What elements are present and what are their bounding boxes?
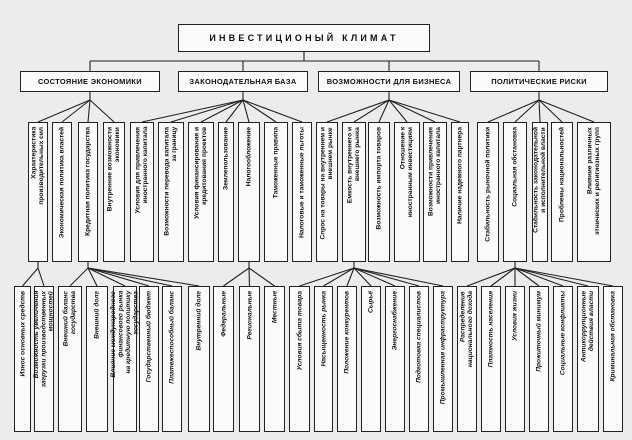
subfactor-box-14	[337, 286, 357, 432]
subfactor-box-20	[481, 286, 501, 432]
connector-line	[88, 100, 90, 122]
subfactor-box-23-label: Социальные конфликты	[559, 291, 567, 376]
factor-box-12-label: Спрос на товары на внутреннем и внешнем рынке	[319, 127, 334, 240]
subfactor-box-1-label: Износ основных средств	[18, 291, 26, 377]
subfactor-box-17	[409, 286, 429, 432]
subfactor-box-18	[433, 286, 453, 432]
factor-box-11-label: Налоговые и таможенные льготы	[298, 127, 306, 238]
subfactor-box-22-label: Прожиточный минимум	[535, 291, 543, 372]
factor-box-18-label: Стабильность рыночной политики	[484, 127, 492, 242]
factor-box-21-label: Проблемы национальностей	[558, 127, 566, 222]
factor-box-22-label: Влияние различных этнических и религиозных групп	[586, 127, 601, 236]
subfactor-box-8	[188, 286, 210, 432]
factor-box-17-label: Наличие надежного партнера	[456, 127, 464, 224]
factor-box-15	[394, 122, 420, 262]
subfactor-box-13-label: Насыщенность рынка	[319, 291, 327, 367]
factor-box-16-label: Возможности привлечения иностранного капитала	[427, 127, 442, 216]
connector-line	[488, 100, 539, 122]
connector-line	[90, 100, 114, 122]
subfactor-box-21	[505, 286, 525, 432]
subfactor-box-19-label: Распределение национального дохода	[459, 291, 474, 368]
factor-box-7	[188, 122, 214, 262]
factor-box-10	[264, 122, 288, 262]
connector-line	[515, 268, 563, 286]
factor-box-21	[551, 122, 573, 262]
subfactor-box-3	[58, 286, 82, 432]
subfactor-box-1	[14, 286, 31, 432]
subfactor-box-15-label: Сырьё	[367, 291, 375, 314]
connector-line	[23, 268, 39, 286]
factor-box-18	[477, 122, 499, 262]
connector-line	[539, 100, 540, 122]
factor-box-2-label: Экономическая политика властей	[58, 127, 66, 239]
subfactor-box-5-label: Влияние международного финансового рынка на кредитную политику государства	[110, 291, 140, 378]
subfactor-box-9	[213, 286, 234, 432]
factor-box-8-label: Землепользование	[222, 127, 230, 190]
subfactor-box-25	[603, 286, 623, 432]
connector-line	[38, 100, 90, 122]
factor-box-14	[368, 122, 390, 262]
connector-line	[38, 268, 44, 286]
connector-line	[389, 100, 460, 122]
subfactor-box-9-label: Федеральные	[219, 291, 227, 337]
subfactor-box-21-label: Условия жизни	[511, 291, 519, 341]
factor-box-4	[103, 122, 125, 262]
factor-box-19	[503, 122, 527, 262]
factor-box-17	[451, 122, 469, 262]
connector-line	[88, 268, 172, 286]
subfactor-box-16	[385, 286, 405, 432]
factor-box-14-label: Возможность импорта товаров	[375, 127, 383, 230]
factor-box-19-label: Социальная обстановка	[511, 127, 519, 207]
subfactor-box-8-label: Внутренний долг	[195, 291, 203, 351]
connector-line	[467, 268, 515, 286]
connector-line	[243, 100, 302, 122]
factor-box-2	[52, 122, 72, 262]
factor-box-12	[316, 122, 338, 262]
subfactor-box-19	[457, 286, 477, 432]
subfactor-box-2	[34, 286, 54, 432]
connector-line	[142, 100, 243, 122]
factor-box-6	[158, 122, 184, 262]
subfactor-box-10	[239, 286, 260, 432]
subfactor-box-20-label: Платность населения	[487, 291, 495, 368]
factor-box-3	[78, 122, 98, 262]
factor-box-5-label: Условия для привлечения иностранного капитала	[134, 127, 149, 214]
connector-line	[539, 100, 594, 122]
factor-box-20-label: Стабильность законодательной и исполнительной власти	[532, 127, 547, 233]
factor-box-4-label: Внутренние возможности экономики	[106, 127, 121, 212]
connector-line	[224, 268, 250, 286]
factor-box-6-label: Возможности перевода капитала за границу	[163, 127, 178, 236]
subfactor-box-4-label: Внешний долг	[93, 291, 101, 339]
connector-line	[62, 100, 90, 122]
subfactor-box-11	[264, 286, 285, 432]
subfactor-box-17-label: Подготовка специалистов	[415, 291, 423, 383]
connector-line	[88, 268, 199, 286]
subfactor-box-5	[110, 286, 140, 432]
subfactor-box-16-label: Энергоснабжение	[391, 291, 399, 351]
factor-box-9-label: Налогообложение	[245, 127, 253, 187]
subfactor-box-7-label: Платежеспособный баланс	[168, 291, 176, 384]
factor-box-7-label: Условия финансирования и кредитования проектов	[193, 127, 208, 219]
factor-box-16	[423, 122, 447, 262]
subfactor-box-24	[577, 286, 599, 432]
connector-line	[515, 268, 588, 286]
subfactor-box-24-label: Антикоррупционные действия власти	[580, 291, 595, 363]
connector-line	[327, 100, 389, 122]
category-box-2: ЗАКОНОДАТЕЛЬНАЯ БАЗА	[178, 71, 308, 92]
factor-box-20	[532, 122, 548, 262]
connector-line	[354, 268, 419, 286]
connector-line	[300, 268, 355, 286]
diagram-title: ИНВЕСТИЦИОНЫЙ КЛИМАТ	[178, 24, 430, 52]
subfactor-box-4	[86, 286, 108, 432]
subfactor-box-14-label: Положение конкурентов	[343, 291, 351, 374]
subfactor-box-15	[361, 286, 381, 432]
subfactor-box-6	[139, 286, 159, 432]
factor-box-9	[238, 122, 260, 262]
connector-line	[249, 268, 250, 286]
connector-line	[539, 100, 562, 122]
category-box-3: ВОЗМОЖНОСТИ ДЛЯ БИЗНЕСА	[318, 71, 460, 92]
subfactor-box-18-label: Промышленная инфраструктура	[439, 291, 447, 405]
subfactor-box-3-label: Внешний баланс государства	[62, 291, 77, 347]
subfactor-box-12-label: Условия сбыта товара	[295, 291, 303, 371]
subfactor-box-13	[314, 286, 333, 432]
subfactor-box-2-label: Возможность увеличения загрузки производственных мощностей	[32, 291, 55, 388]
connector-line	[491, 268, 515, 286]
subfactor-box-10-label: Региональные	[245, 291, 253, 340]
subfactor-box-7	[162, 286, 182, 432]
factor-box-3-label: Кредитная политика государства	[84, 127, 92, 236]
connector-line	[389, 100, 435, 122]
factor-box-10-label: Таможенные правила	[272, 127, 280, 199]
subfactor-box-22	[529, 286, 549, 432]
connector-line	[354, 268, 443, 286]
factor-box-13	[342, 122, 366, 262]
factor-box-13-label: Емкость внутреннего и внешнего рынка	[346, 127, 361, 204]
factor-box-15-label: Отношение к иностранным инвестициям	[399, 127, 414, 218]
connector-line	[515, 100, 539, 122]
factor-box-11	[292, 122, 312, 262]
factor-box-1-label: Характеристика производительных сил	[30, 127, 45, 205]
connector-line	[354, 268, 395, 286]
subfactor-box-6-label: Государственный бюджет	[145, 291, 153, 383]
connector-line	[249, 268, 275, 286]
factor-box-22	[577, 122, 611, 262]
connector-line	[70, 268, 88, 286]
factor-box-1	[28, 122, 48, 262]
category-box-1: СОСТОЯНИЕ ЭКОНОМИКИ	[20, 71, 160, 92]
connector-line	[515, 268, 613, 286]
factor-box-5	[130, 122, 154, 262]
subfactor-box-12	[289, 286, 310, 432]
subfactor-box-11-label: Местные	[270, 291, 278, 324]
subfactor-box-23	[553, 286, 573, 432]
subfactor-box-25-label: Криминальная обстановка	[609, 291, 617, 382]
factor-box-8	[218, 122, 234, 262]
category-box-4: ПОЛИТИЧЕСКИЕ РИСКИ	[470, 71, 608, 92]
